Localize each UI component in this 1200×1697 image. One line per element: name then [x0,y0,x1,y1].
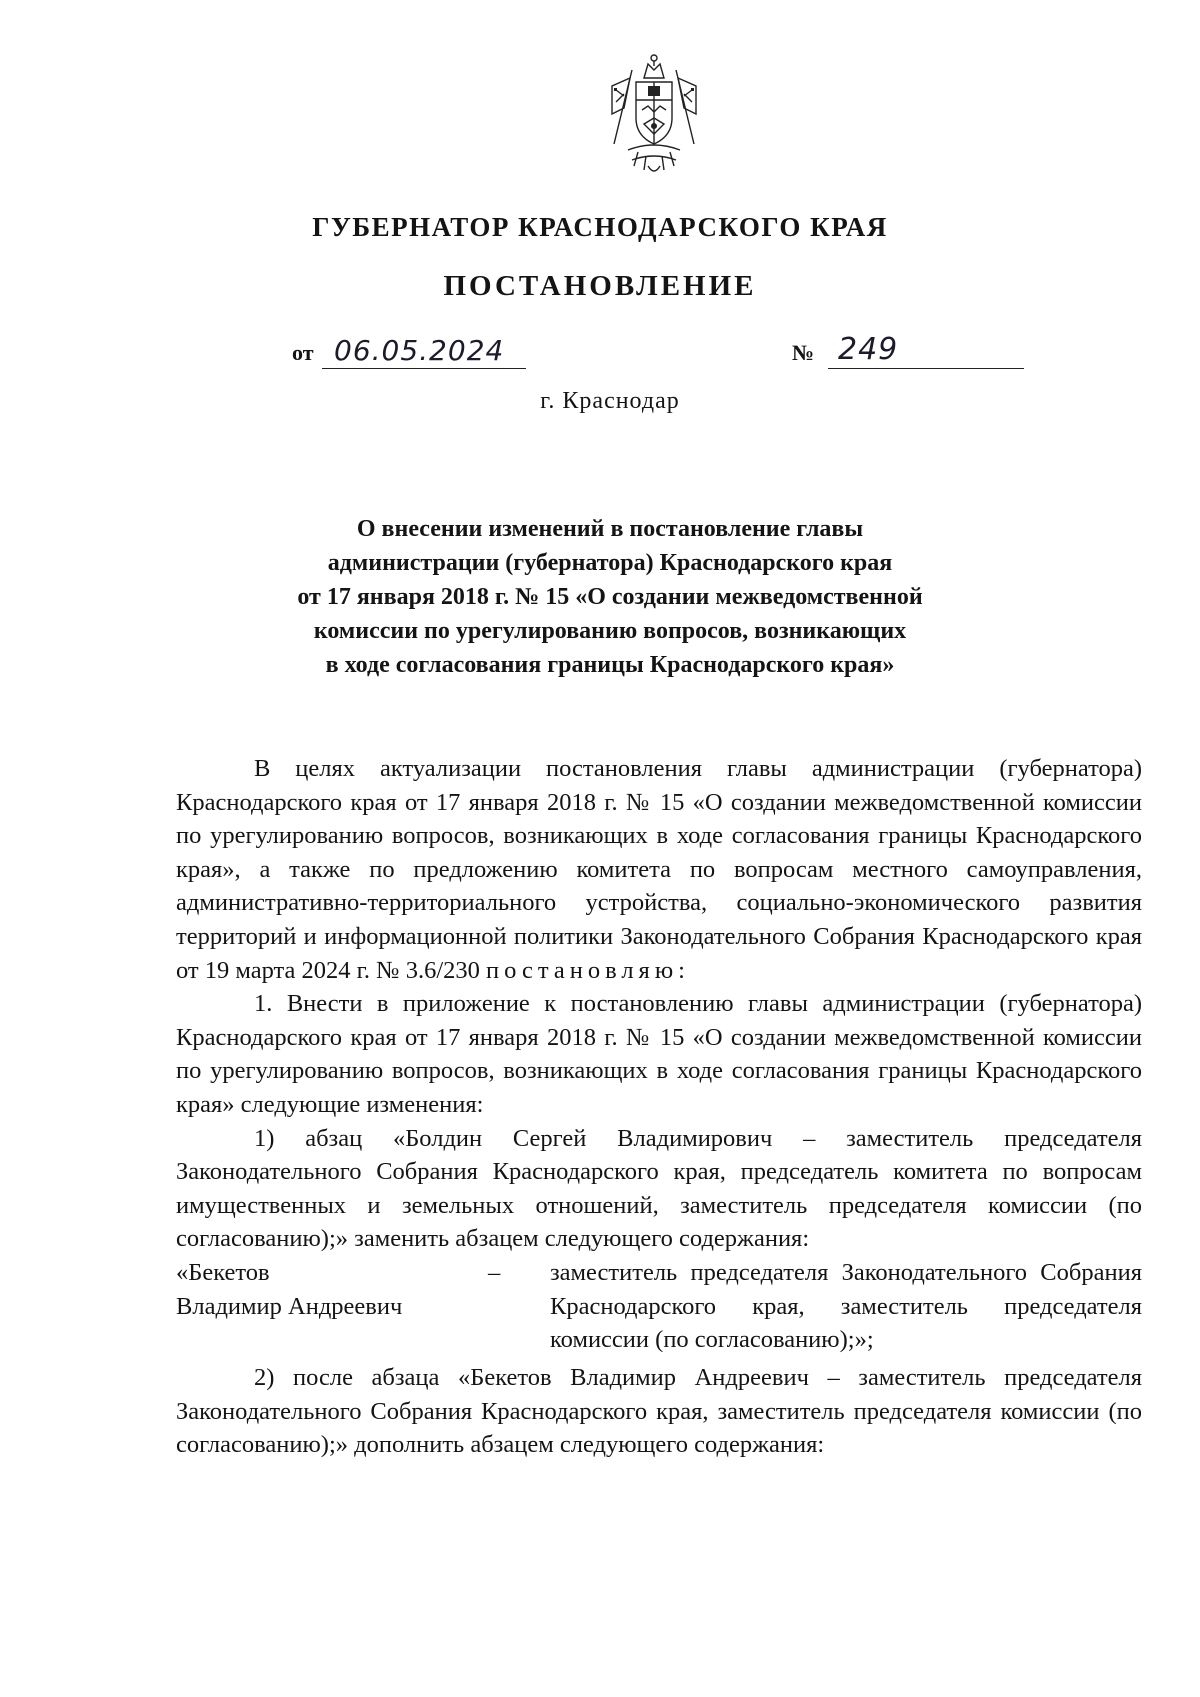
krasnodar-coat-of-arms-icon [608,48,700,180]
document-type: ПОСТАНОВЛЕНИЕ [443,270,757,302]
item-1-paragraph: 1. Внести в приложение к постановлению главы администрации (губернатора) Краснодарского края от 17 января 2018 г. № 15 «О создании межведомственной комиссии по урегулированию вопросов, возникающих в ходе согласования границы Краснодарского края» следующие изменения: [176,990,1142,1118]
date-underline [322,368,526,369]
number-underline [828,368,1024,369]
member-name-line: Владимир Андреевич [176,1292,403,1320]
commission-member-entry [176,1256,1142,1357]
member-dash: – [488,1258,501,1286]
number-label: № [792,340,815,365]
title-line: О внесении изменений в постановление главы [356,516,864,542]
number-handwritten: 249 [838,332,899,367]
city-of-issue [0,388,1200,415]
resolve-word: постановляю: [486,956,690,984]
preamble-text: В целях актуализации постановления главы администрации (губернатора) Краснодарского края от 17 января 2018 г. № 15 «О создании межведомственной комиссии по урегулированию вопросов, возникающих в ходе согласования границы Краснодарского края», а также по предложению комитета по вопросам местного самоуправления, административно-территориального устройства, социально-экономического развития территорий и информационной политики Законодательного Собрания Краснодарского края от 19 марта 2024 г. № 3.6/230 [176,755,1142,984]
title-line: от 17 января 2018 г. № 15 «О создании межведомственной [297,584,923,610]
member-name [176,1256,476,1323]
city-text: г. Краснодар [540,388,680,414]
preamble-paragraph [176,752,1142,987]
subitem-1-paragraph: 1) абзац «Болдин Сергей Владимирович – заместитель председателя Законодательного Собрания Краснодарского края, председатель комитета по вопросам имущественных и земельных отношений, заместитель председателя комиссии (по согласованию);» заменить абзацем следующего содержания: [176,1124,1142,1253]
document-body [176,752,1142,1462]
document-title [260,512,960,682]
title-line: комиссии по урегулированию вопросов, возникающих [313,618,907,644]
title-line: администрации (губернатора) Краснодарского края [327,550,893,576]
date-label: от [292,340,314,365]
subitem-2-paragraph: 2) после абзаца «Бекетов Владимир Андреевич – заместитель председателя Законодательного Собрания Краснодарского края, заместитель председателя комиссии (по согласованию);» дополнить абзацем следующего содержания: [176,1363,1142,1459]
member-name-line: «Бекетов [176,1258,270,1286]
title-line: в ходе согласования границы Краснодарского края» [325,652,895,678]
issuing-authority: ГУБЕРНАТОР КРАСНОДАРСКОГО КРАЯ [312,212,888,242]
member-role: заместитель председателя Законодательного Собрания Краснодарского края, заместитель председателя комиссии (по согласованию);»; [550,1258,1142,1354]
date-handwritten: 06.05.2024 [334,334,505,367]
